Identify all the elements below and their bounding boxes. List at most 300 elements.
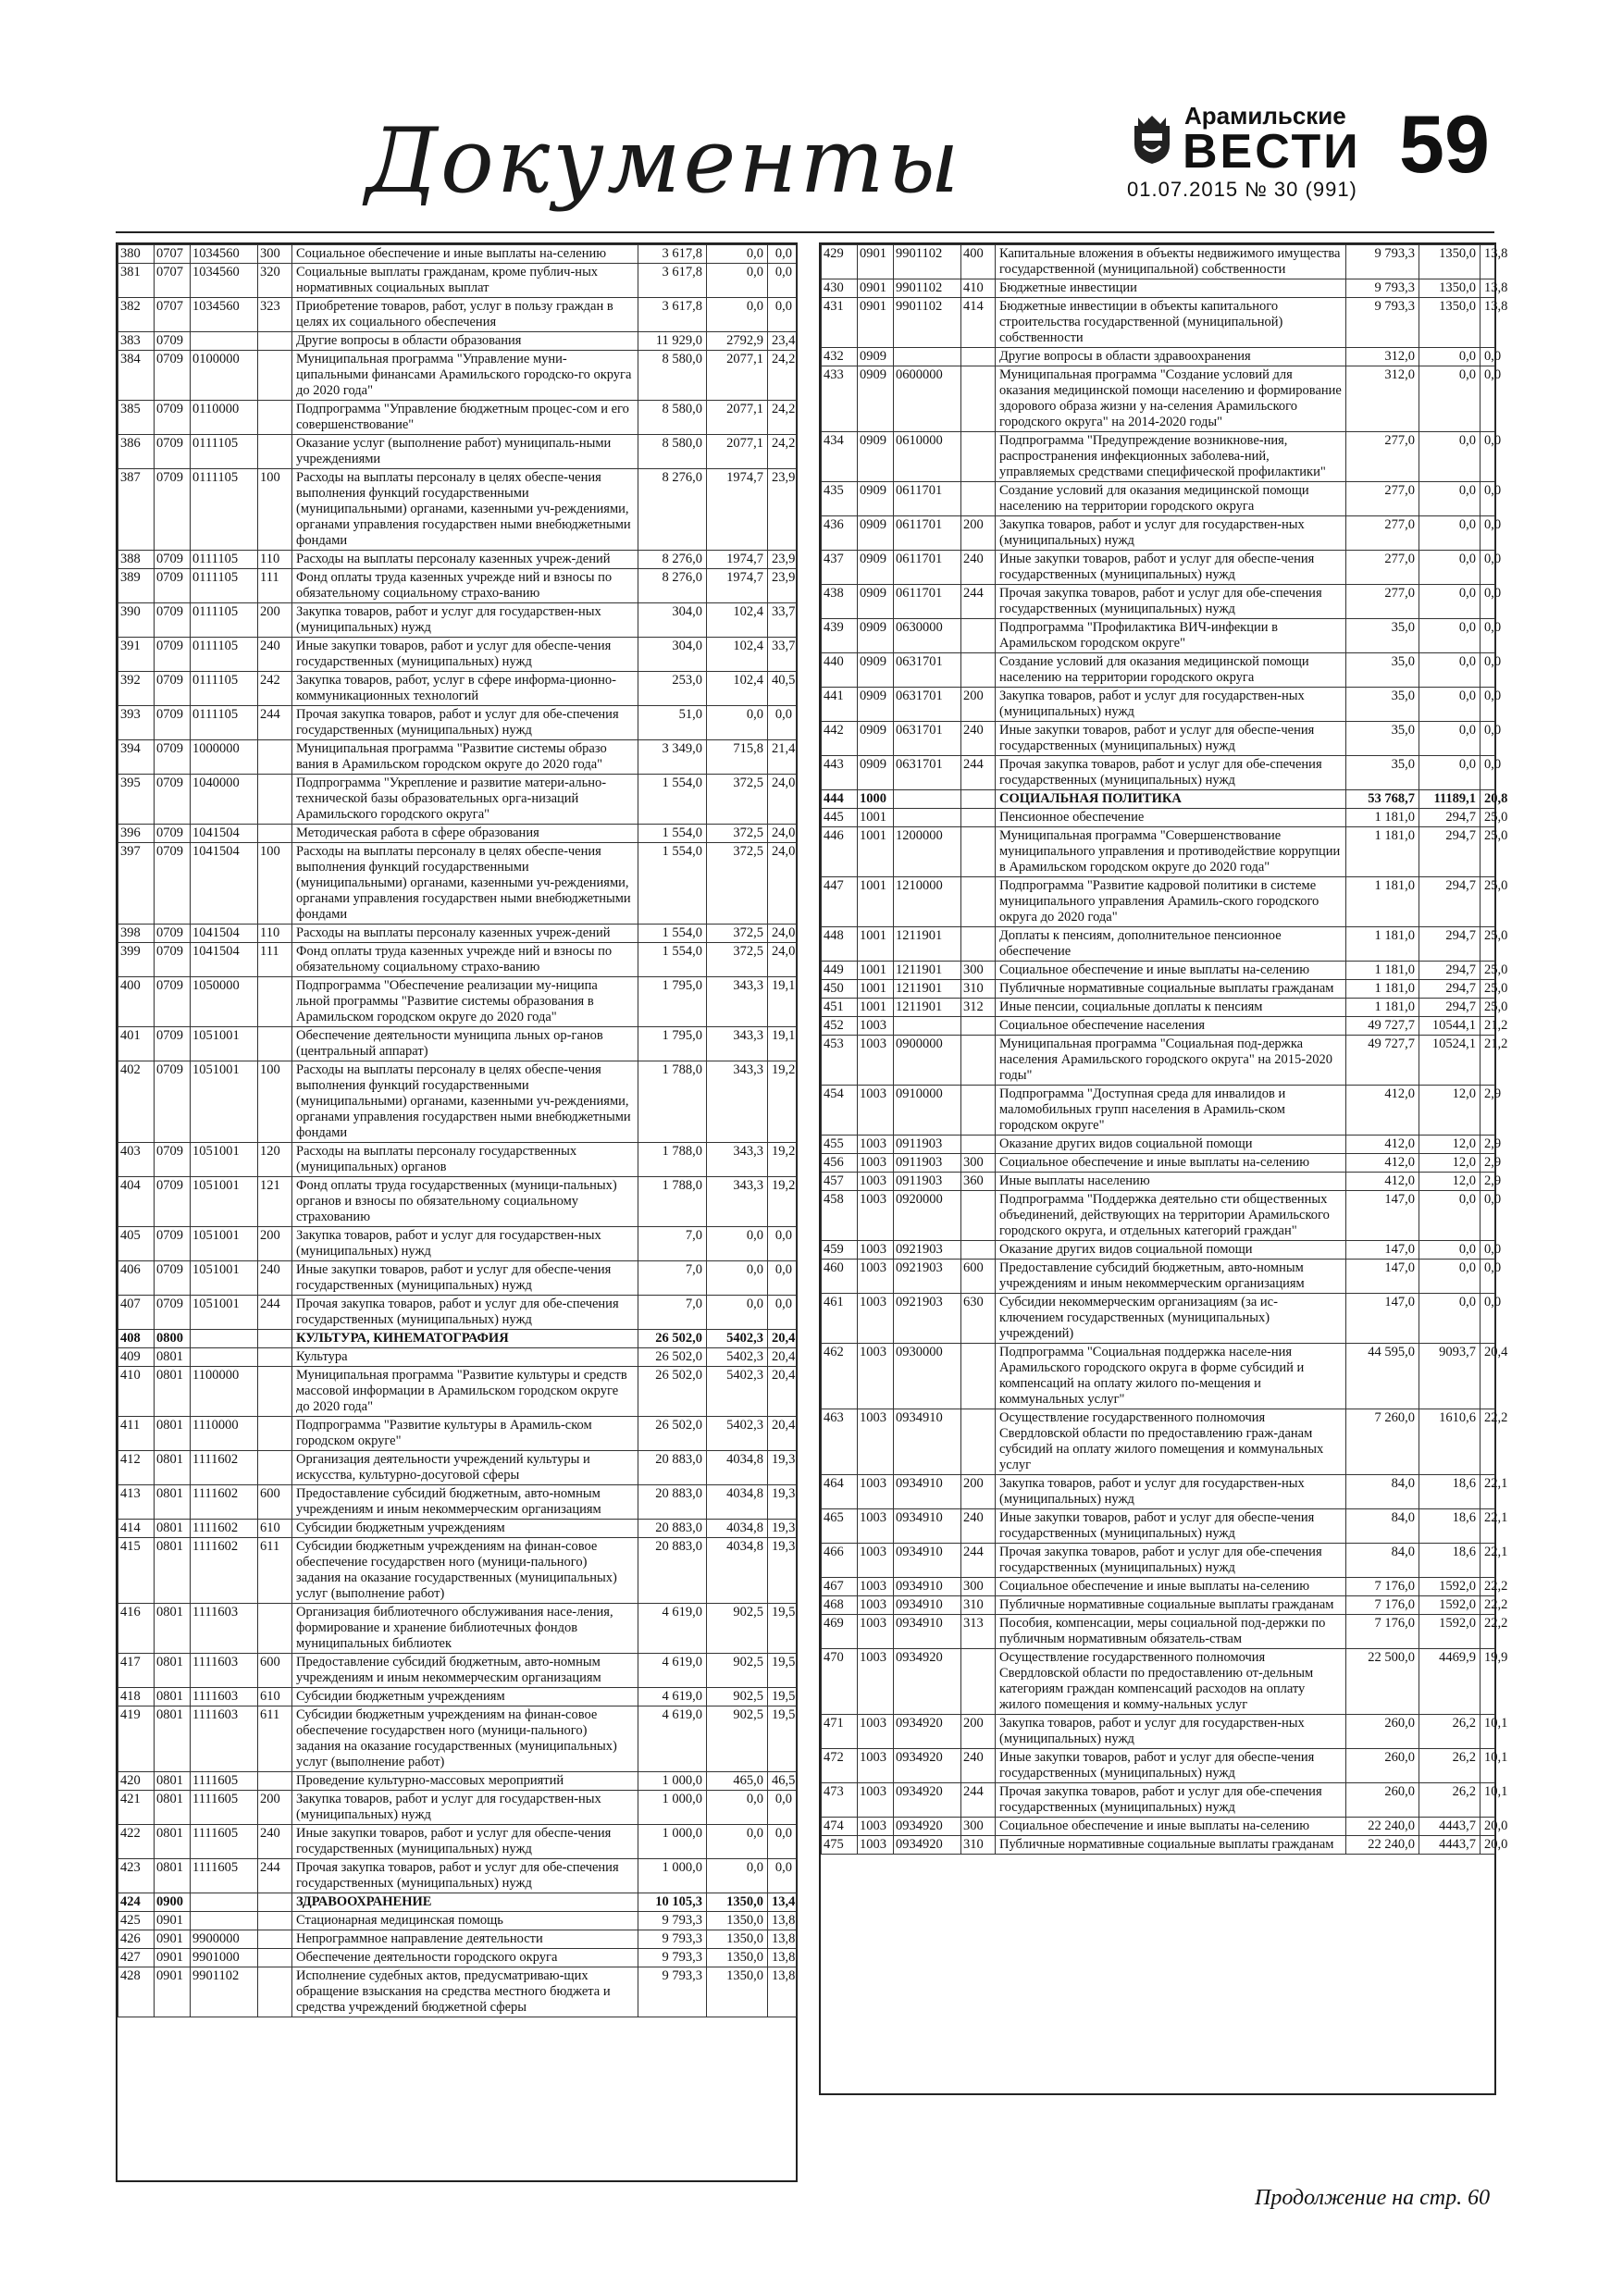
expense-type — [258, 1949, 292, 1967]
row-number: 413 — [118, 1485, 155, 1520]
row-number: 452 — [822, 1017, 858, 1036]
row-number: 422 — [118, 1825, 155, 1859]
section-title: Документы — [365, 109, 962, 213]
item-name: Подпрограмма "Предупреждение возникнове-ния, распространения инфекционных заболева-ний, управляемых средствами специфической профилактики" — [996, 432, 1346, 482]
percent-done: 22,1 — [1481, 1544, 1495, 1578]
plan-amount: 304,0 — [638, 638, 707, 672]
target-code: 0610000 — [894, 432, 961, 482]
item-name: Закупка товаров, работ и услуг для государствен-ных (муниципальных) нужд — [292, 1227, 638, 1261]
row-number: 394 — [118, 740, 155, 775]
item-name: Муниципальная программа "Развитие культуры и средств массовой информации в Арамильском городском округе до 2020 года" — [292, 1367, 638, 1417]
actual-amount: 0,0 — [707, 1296, 768, 1330]
target-code: 1111602 — [191, 1520, 258, 1538]
table-row — [822, 999, 1495, 1017]
item-name: Закупка товаров, работ, услуг в сфере информа-ционно-коммуникационных технологий — [292, 672, 638, 706]
percent-done: 13,8 — [768, 1949, 797, 1967]
row-number: 470 — [822, 1649, 858, 1715]
expense-type — [258, 740, 292, 775]
actual-amount: 294,7 — [1419, 999, 1481, 1017]
plan-amount: 1 000,0 — [638, 1859, 707, 1893]
actual-amount: 372,5 — [707, 943, 768, 977]
expense-type: 310 — [961, 1596, 996, 1615]
plan-amount: 26 502,0 — [638, 1417, 707, 1451]
table-row — [118, 569, 797, 603]
plan-amount: 412,0 — [1346, 1136, 1419, 1154]
row-number: 419 — [118, 1706, 155, 1772]
item-name: Муниципальная программа "Социальная под-держка населения Арамильского городского округа" на 2015-2020 годы" — [996, 1036, 1346, 1086]
section-code: 0900 — [155, 1893, 191, 1912]
actual-amount: 1610,6 — [1419, 1409, 1481, 1475]
percent-done: 22,2 — [1481, 1596, 1495, 1615]
item-name: Подпрограмма "Доступная среда для инвалидов и маломобильных групп населения в Арамиль-ском городском округе" — [996, 1086, 1346, 1136]
table-row — [822, 962, 1495, 980]
actual-amount: 10524,1 — [1419, 1036, 1481, 1086]
actual-amount: 343,3 — [707, 1143, 768, 1177]
table-row — [118, 775, 797, 825]
item-name: Иные закупки товаров, работ и услуг для обеспе-чения государственных (муниципальных) нужд — [996, 1509, 1346, 1544]
section-code: 1003 — [858, 1260, 894, 1294]
item-name: Создание условий для оказания медицинской помощи населению на территории городского округа — [996, 482, 1346, 516]
percent-done: 2,9 — [1481, 1154, 1495, 1173]
table-row — [118, 1538, 797, 1604]
plan-amount: 22 500,0 — [1346, 1649, 1419, 1715]
item-name: Социальное обеспечение населения — [996, 1017, 1346, 1036]
actual-amount: 1350,0 — [1419, 245, 1481, 279]
plan-amount: 26 502,0 — [638, 1348, 707, 1367]
percent-done: 25,0 — [1481, 809, 1495, 827]
table-row — [118, 1261, 797, 1296]
actual-amount: 1974,7 — [707, 469, 768, 551]
item-name: СОЦИАЛЬНАЯ ПОЛИТИКА — [996, 790, 1346, 809]
target-code: 1051001 — [191, 1143, 258, 1177]
newspaper-name: Арамильские — [1184, 102, 1346, 130]
section-code: 0709 — [155, 638, 191, 672]
item-name: Подпрограмма "Управление бюджетным процес-сом и его совершенствование" — [292, 401, 638, 435]
table-row — [822, 927, 1495, 962]
row-number: 466 — [822, 1544, 858, 1578]
row-number: 472 — [822, 1749, 858, 1783]
actual-amount: 2077,1 — [707, 401, 768, 435]
budget-table — [821, 244, 1508, 1855]
plan-amount: 35,0 — [1346, 756, 1419, 790]
item-name: Подпрограмма "Развитие культуры в Арамиль-ском городском округе" — [292, 1417, 638, 1451]
target-code: 0600000 — [894, 366, 961, 432]
section-code: 1003 — [858, 1596, 894, 1615]
actual-amount: 465,0 — [707, 1772, 768, 1791]
actual-amount: 2077,1 — [707, 435, 768, 469]
item-name: Социальное обеспечение и иные выплаты на-селению — [996, 1154, 1346, 1173]
target-code: 1211901 — [894, 980, 961, 999]
actual-amount: 0,0 — [1419, 348, 1481, 366]
target-code: 1051001 — [191, 1061, 258, 1143]
expense-type — [258, 1604, 292, 1654]
row-number: 424 — [118, 1893, 155, 1912]
percent-done: 22,2 — [1481, 1578, 1495, 1596]
percent-done: 33,7 — [768, 638, 797, 672]
budget-table-right — [819, 242, 1508, 2095]
percent-done: 19,3 — [768, 1485, 797, 1520]
page-header — [0, 0, 1623, 231]
section-code: 0801 — [155, 1604, 191, 1654]
percent-done: 19,2 — [768, 1177, 797, 1227]
expense-type: 244 — [258, 1859, 292, 1893]
item-name: Создание условий для оказания медицинской помощи населению на территории городского округа — [996, 653, 1346, 688]
section-code: 0909 — [858, 432, 894, 482]
section-code: 0901 — [155, 1949, 191, 1967]
expense-type: 100 — [258, 469, 292, 551]
section-code: 1001 — [858, 927, 894, 962]
row-number: 449 — [822, 962, 858, 980]
row-number: 382 — [118, 298, 155, 332]
table-row — [118, 1143, 797, 1177]
target-code: 1041504 — [191, 843, 258, 925]
section-code: 1003 — [858, 1154, 894, 1173]
plan-amount: 3 617,8 — [638, 298, 707, 332]
target-code: 0921903 — [894, 1260, 961, 1294]
target-code: 9901102 — [894, 298, 961, 348]
percent-done: 19,1 — [768, 1027, 797, 1061]
target-code: 0934910 — [894, 1544, 961, 1578]
item-name: ЗДРАВООХРАНЕНИЕ — [292, 1893, 638, 1912]
target-code: 1041504 — [191, 943, 258, 977]
section-code: 0709 — [155, 1061, 191, 1143]
section-code: 0709 — [155, 469, 191, 551]
plan-amount: 260,0 — [1346, 1749, 1419, 1783]
plan-amount: 8 276,0 — [638, 469, 707, 551]
table-row — [822, 298, 1495, 348]
row-number: 385 — [118, 401, 155, 435]
section-code: 1003 — [858, 1649, 894, 1715]
percent-done: 20,8 — [1481, 790, 1495, 809]
actual-amount: 10544,1 — [1419, 1017, 1481, 1036]
actual-amount: 343,3 — [707, 1027, 768, 1061]
item-name: Субсидии бюджетным учреждениям — [292, 1520, 638, 1538]
target-code: 9901102 — [894, 279, 961, 298]
percent-done: 13,8 — [768, 1930, 797, 1949]
item-name: Стационарная медицинская помощь — [292, 1912, 638, 1930]
table-row — [822, 653, 1495, 688]
coat-of-arms-icon — [1131, 113, 1173, 165]
section-code: 0709 — [155, 1177, 191, 1227]
item-name: Иные закупки товаров, работ и услуг для обеспе-чения государственных (муниципальных) нужд — [292, 1261, 638, 1296]
expense-type: 323 — [258, 298, 292, 332]
table-row — [118, 264, 797, 298]
actual-amount: 1350,0 — [707, 1893, 768, 1912]
percent-done: 0,0 — [1481, 482, 1495, 516]
target-code — [191, 1330, 258, 1348]
table-row — [118, 977, 797, 1027]
section-code: 1003 — [858, 1344, 894, 1409]
target-code: 0100000 — [191, 351, 258, 401]
row-number: 401 — [118, 1027, 155, 1061]
plan-amount: 20 883,0 — [638, 1485, 707, 1520]
row-number: 406 — [118, 1261, 155, 1296]
plan-amount: 412,0 — [1346, 1173, 1419, 1191]
target-code: 1111602 — [191, 1485, 258, 1520]
table-row — [822, 482, 1495, 516]
row-number: 397 — [118, 843, 155, 925]
expense-type: 200 — [961, 688, 996, 722]
row-number: 396 — [118, 825, 155, 843]
expense-type — [961, 348, 996, 366]
actual-amount: 0,0 — [707, 1859, 768, 1893]
table-row — [118, 1296, 797, 1330]
target-code: 1041504 — [191, 925, 258, 943]
expense-type — [258, 351, 292, 401]
item-name: Прочая закупка товаров, работ и услуг для обе-спечения государственных (муниципальных) нужд — [292, 1859, 638, 1893]
plan-amount: 260,0 — [1346, 1715, 1419, 1749]
table-row — [822, 516, 1495, 551]
plan-amount: 9 793,3 — [638, 1967, 707, 2017]
target-code: 1050000 — [191, 977, 258, 1027]
section-code: 0709 — [155, 843, 191, 925]
expense-type: 240 — [961, 722, 996, 756]
target-code: 0934910 — [894, 1409, 961, 1475]
plan-amount: 1 788,0 — [638, 1061, 707, 1143]
table-row — [118, 469, 797, 551]
target-code — [191, 332, 258, 351]
table-row — [822, 1191, 1495, 1241]
row-number: 456 — [822, 1154, 858, 1173]
expense-type — [258, 775, 292, 825]
table-row — [822, 432, 1495, 482]
table-row — [118, 551, 797, 569]
table-row — [822, 1615, 1495, 1649]
expense-type — [961, 790, 996, 809]
plan-amount: 312,0 — [1346, 366, 1419, 432]
target-code: 0934910 — [894, 1475, 961, 1509]
row-number: 384 — [118, 351, 155, 401]
actual-amount: 18,6 — [1419, 1544, 1481, 1578]
expense-type: 300 — [961, 1818, 996, 1836]
section-code: 1003 — [858, 1578, 894, 1596]
row-number: 438 — [822, 585, 858, 619]
plan-amount: 49 727,7 — [1346, 1017, 1419, 1036]
row-number: 462 — [822, 1344, 858, 1409]
section-code: 1003 — [858, 1173, 894, 1191]
expense-type — [258, 1027, 292, 1061]
row-number: 408 — [118, 1330, 155, 1348]
table-row — [118, 1893, 797, 1912]
target-code: 0111105 — [191, 435, 258, 469]
section-code: 0709 — [155, 775, 191, 825]
item-name: Подпрограмма "Обеспечение реализации му-ниципа льной программы "Развитие системы образования в Арамильском городском округе до 2020 года" — [292, 977, 638, 1027]
section-code: 0709 — [155, 569, 191, 603]
percent-done: 20,0 — [1481, 1818, 1495, 1836]
table-row — [822, 1783, 1495, 1818]
row-number: 423 — [118, 1859, 155, 1893]
target-code — [191, 1912, 258, 1930]
target-code: 0111105 — [191, 469, 258, 551]
table-row — [118, 1604, 797, 1654]
item-name: Проведение культурно-массовых мероприятий — [292, 1772, 638, 1791]
plan-amount: 35,0 — [1346, 653, 1419, 688]
target-code: 1034560 — [191, 245, 258, 264]
item-name: Прочая закупка товаров, работ и услуг для обе-спечения государственных (муниципальных) нужд — [292, 706, 638, 740]
table-row — [118, 1859, 797, 1893]
item-name: Подпрограмма "Укрепление и развитие матери-ально- технической базы образовательных орга-низаций Арамильского городского округа" — [292, 775, 638, 825]
row-number: 390 — [118, 603, 155, 638]
actual-amount: 0,0 — [707, 298, 768, 332]
expense-type — [258, 332, 292, 351]
expense-type — [258, 977, 292, 1027]
expense-type — [961, 1191, 996, 1241]
plan-amount: 1 788,0 — [638, 1177, 707, 1227]
item-name: Расходы на выплаты персоналу государственных (муниципальных) органов — [292, 1143, 638, 1177]
actual-amount: 12,0 — [1419, 1154, 1481, 1173]
row-number: 420 — [118, 1772, 155, 1791]
expense-type: 312 — [961, 999, 996, 1017]
table-row — [822, 1649, 1495, 1715]
plan-amount: 1 181,0 — [1346, 927, 1419, 962]
expense-type: 242 — [258, 672, 292, 706]
percent-done: 21,2 — [1481, 1017, 1495, 1036]
percent-done: 0,0 — [1481, 551, 1495, 585]
table-row — [822, 877, 1495, 927]
section-code: 1003 — [858, 1615, 894, 1649]
section-code: 1001 — [858, 877, 894, 927]
expense-type: 300 — [961, 1154, 996, 1173]
expense-type — [961, 653, 996, 688]
target-code: 0934910 — [894, 1578, 961, 1596]
expense-type: 240 — [258, 1825, 292, 1859]
percent-done: 0,0 — [1481, 432, 1495, 482]
plan-amount: 3 349,0 — [638, 740, 707, 775]
plan-amount: 84,0 — [1346, 1544, 1419, 1578]
expense-type — [258, 1967, 292, 2017]
table-row — [118, 825, 797, 843]
plan-amount: 147,0 — [1346, 1191, 1419, 1241]
expense-type — [258, 435, 292, 469]
row-number: 386 — [118, 435, 155, 469]
item-name: Социальное обеспечение и иные выплаты на-селению — [996, 962, 1346, 980]
actual-amount: 0,0 — [1419, 688, 1481, 722]
row-number: 448 — [822, 927, 858, 962]
item-name: Фонд оплаты труда казенных учрежде ний и взносы по обязательному социальному страхо-ванию — [292, 569, 638, 603]
target-code: 1111605 — [191, 1772, 258, 1791]
row-number: 446 — [822, 827, 858, 877]
target-code: 1200000 — [894, 827, 961, 877]
section-code: 0909 — [858, 722, 894, 756]
row-number: 398 — [118, 925, 155, 943]
item-name: Подпрограмма "Социальная поддержка населе-ния Арамильского городского округа в форме субсидий и компенсаций на оплату жилого по-мещения и коммунальных услуг" — [996, 1344, 1346, 1409]
plan-amount: 277,0 — [1346, 551, 1419, 585]
actual-amount: 0,0 — [707, 1227, 768, 1261]
expense-type: 610 — [258, 1688, 292, 1706]
percent-done: 0,0 — [768, 1825, 797, 1859]
row-number: 437 — [822, 551, 858, 585]
row-number: 393 — [118, 706, 155, 740]
row-number: 455 — [822, 1136, 858, 1154]
row-number: 380 — [118, 245, 155, 264]
table-row — [822, 1409, 1495, 1475]
row-number: 425 — [118, 1912, 155, 1930]
section-code: 1003 — [858, 1036, 894, 1086]
row-number: 434 — [822, 432, 858, 482]
expense-type — [961, 1086, 996, 1136]
table-row — [822, 1154, 1495, 1173]
target-code: 0111105 — [191, 706, 258, 740]
table-row — [118, 1688, 797, 1706]
expense-type: 610 — [258, 1520, 292, 1538]
plan-amount: 8 276,0 — [638, 551, 707, 569]
percent-done: 25,0 — [1481, 962, 1495, 980]
table-row — [118, 1061, 797, 1143]
section-code: 0901 — [155, 1967, 191, 2017]
table-row — [118, 245, 797, 264]
expense-type: 240 — [258, 638, 292, 672]
row-number: 428 — [118, 1967, 155, 2017]
item-name: Подпрограмма "Профилактика ВИЧ-инфекции в Арамильском городском округе" — [996, 619, 1346, 653]
table-row — [118, 1451, 797, 1485]
actual-amount: 0,0 — [707, 1825, 768, 1859]
plan-amount: 147,0 — [1346, 1294, 1419, 1344]
percent-done: 22,1 — [1481, 1475, 1495, 1509]
target-code: 1051001 — [191, 1027, 258, 1061]
plan-amount: 304,0 — [638, 603, 707, 638]
item-name: Пенсионное обеспечение — [996, 809, 1346, 827]
row-number: 469 — [822, 1615, 858, 1649]
percent-done: 10,1 — [1481, 1783, 1495, 1818]
plan-amount: 1 181,0 — [1346, 962, 1419, 980]
expense-type — [961, 1017, 996, 1036]
row-number: 418 — [118, 1688, 155, 1706]
section-code: 0909 — [858, 551, 894, 585]
row-number: 381 — [118, 264, 155, 298]
table-row — [118, 1348, 797, 1367]
plan-amount: 4 619,0 — [638, 1688, 707, 1706]
expense-type: 240 — [961, 551, 996, 585]
plan-amount: 7,0 — [638, 1227, 707, 1261]
plan-amount: 277,0 — [1346, 516, 1419, 551]
actual-amount: 1592,0 — [1419, 1578, 1481, 1596]
section-code: 0901 — [155, 1930, 191, 1949]
target-code: 0930000 — [894, 1344, 961, 1409]
target-code: 0111105 — [191, 638, 258, 672]
percent-done: 0,0 — [1481, 348, 1495, 366]
item-name: Расходы на выплаты персоналу в целях обеспе-чения выполнения функций государственными (муниципальными) органами, казенными уч-реждениями, органами управления государствен ными внебюджетными фондами — [292, 469, 638, 551]
row-number: 473 — [822, 1783, 858, 1818]
item-name: Подпрограмма "Развитие кадровой политики в системе муниципального управления Арамиль-ского городского округа до 2020 года" — [996, 877, 1346, 927]
item-name: Культура — [292, 1348, 638, 1367]
item-name: Организация деятельности учреждений культуры и искусства, культурно-досуговой сферы — [292, 1451, 638, 1485]
table-row — [822, 1596, 1495, 1615]
table-row — [118, 1417, 797, 1451]
item-name: Расходы на выплаты персоналу казенных учреж-дений — [292, 925, 638, 943]
section-code: 0909 — [858, 585, 894, 619]
percent-done: 22,2 — [1481, 1409, 1495, 1475]
section-code: 0709 — [155, 1261, 191, 1296]
percent-done: 0,0 — [768, 264, 797, 298]
expense-type — [961, 1409, 996, 1475]
row-number: 392 — [118, 672, 155, 706]
item-name: Субсидии бюджетным учреждениям на финан-совое обеспечение государствен ного (муници-пального) задания на оказание государственных (муниципальных) услуг (выполнение работ) — [292, 1538, 638, 1604]
item-name: Иные закупки товаров, работ и услуг для обеспе-чения государственных (муниципальных) нужд — [996, 551, 1346, 585]
expense-type: 313 — [961, 1615, 996, 1649]
actual-amount: 1350,0 — [707, 1967, 768, 2017]
target-code: 1211901 — [894, 927, 961, 962]
row-number: 474 — [822, 1818, 858, 1836]
actual-amount: 294,7 — [1419, 927, 1481, 962]
plan-amount: 253,0 — [638, 672, 707, 706]
target-code: 0911903 — [894, 1154, 961, 1173]
percent-done: 0,0 — [1481, 1191, 1495, 1241]
row-number: 387 — [118, 469, 155, 551]
section-code: 0909 — [858, 653, 894, 688]
plan-amount: 1 181,0 — [1346, 980, 1419, 999]
section-code: 0801 — [155, 1688, 191, 1706]
section-code: 0709 — [155, 825, 191, 843]
